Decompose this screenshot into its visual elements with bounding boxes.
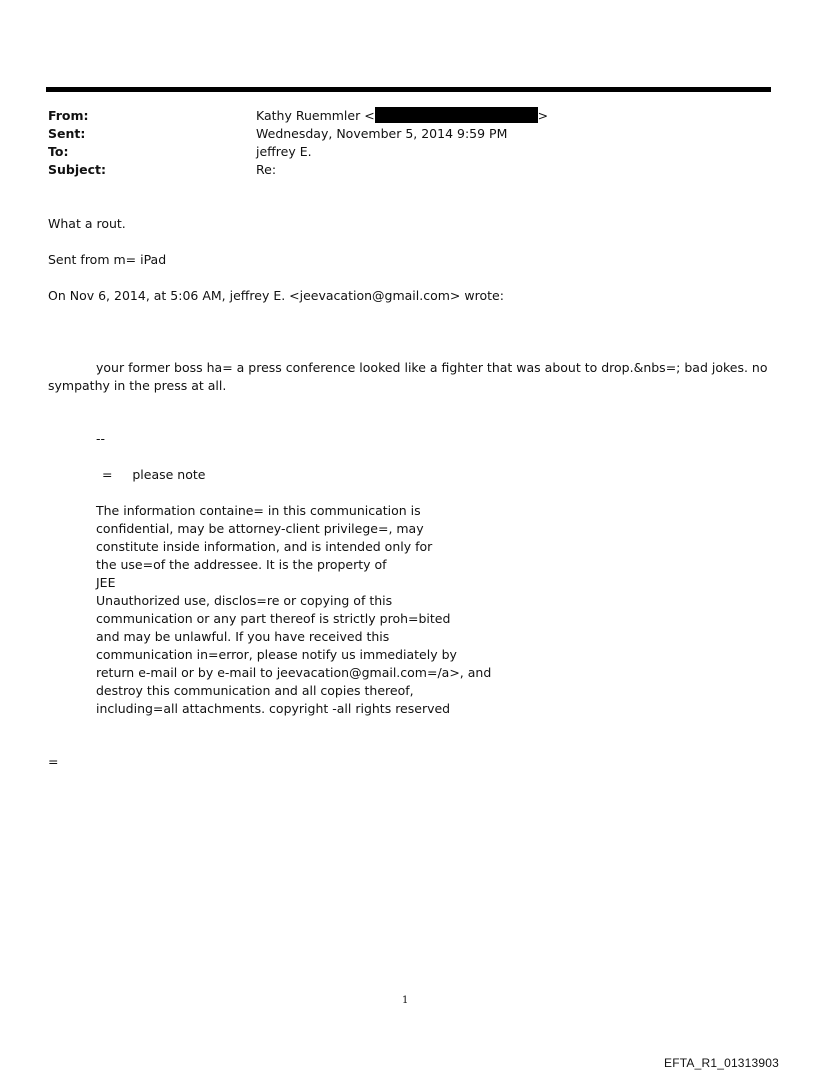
disclaimer-line: and may be unlawful. If you have received this (96, 629, 390, 644)
disclaimer-line: The information containe= in this communication is (96, 503, 421, 518)
disclaimer-line: including=all attachments. copyright -all rights reserved (96, 701, 451, 716)
disclaimer-line: destroy this communication and all copies thereof, (96, 683, 414, 698)
disclaimer-line: confidential, may be attorney-client privilege=, may (96, 521, 424, 536)
disclaimer-line: communication in=error, please notify us immediately by (96, 647, 457, 662)
from-label: From: (48, 108, 89, 123)
header-rule (46, 87, 771, 92)
signature-separator: -- (96, 431, 106, 446)
disclaimer-line: constitute inside information, and is intended only for (96, 539, 433, 554)
trailing-equals: = (48, 754, 59, 769)
from-suffix: > (537, 108, 549, 123)
subject-value: Re: (256, 162, 277, 177)
from-value (256, 107, 548, 125)
to-value: jeffrey E. (256, 144, 312, 159)
disclaimer-block (96, 502, 516, 718)
document-id: EFTA_R1_01313903 (664, 1056, 780, 1070)
disclaimer-line: communication or any part thereof is strictly proh=bited (96, 611, 451, 626)
disclaimer-line: return e-mail or by e-mail to jeevacation@gmail.com=/a>, and (96, 665, 492, 680)
please-note-line: = please note (102, 467, 206, 482)
page-number: 1 (402, 995, 409, 1006)
quote-intro: On Nov 6, 2014, at 5:06 AM, jeffrey E. <jeevacation@gmail.com> wrote: (48, 288, 504, 303)
reply-line: What a rout. (48, 216, 126, 231)
signature-line: Sent from m= iPad (48, 252, 167, 267)
sent-value: Wednesday, November 5, 2014 9:59 PM (256, 126, 508, 141)
disclaimer-line: the use=of the addressee. It is the property of (96, 557, 387, 572)
quoted-message-line-2: sympathy in the press at all. (48, 378, 227, 393)
from-name: Kathy Ruemmler < (256, 108, 375, 123)
quoted-message-line-1: your former boss ha= a press conference looked like a fighter that was about to drop.&nbs=; bad jokes. no (96, 360, 768, 375)
disclaimer-line: Unauthorized use, disclos=re or copying of this (96, 593, 393, 608)
to-label: To: (48, 144, 69, 159)
sent-label: Sent: (48, 126, 86, 141)
redaction-box (375, 107, 538, 123)
subject-label: Subject: (48, 162, 106, 177)
disclaimer-line: JEE (96, 575, 116, 590)
